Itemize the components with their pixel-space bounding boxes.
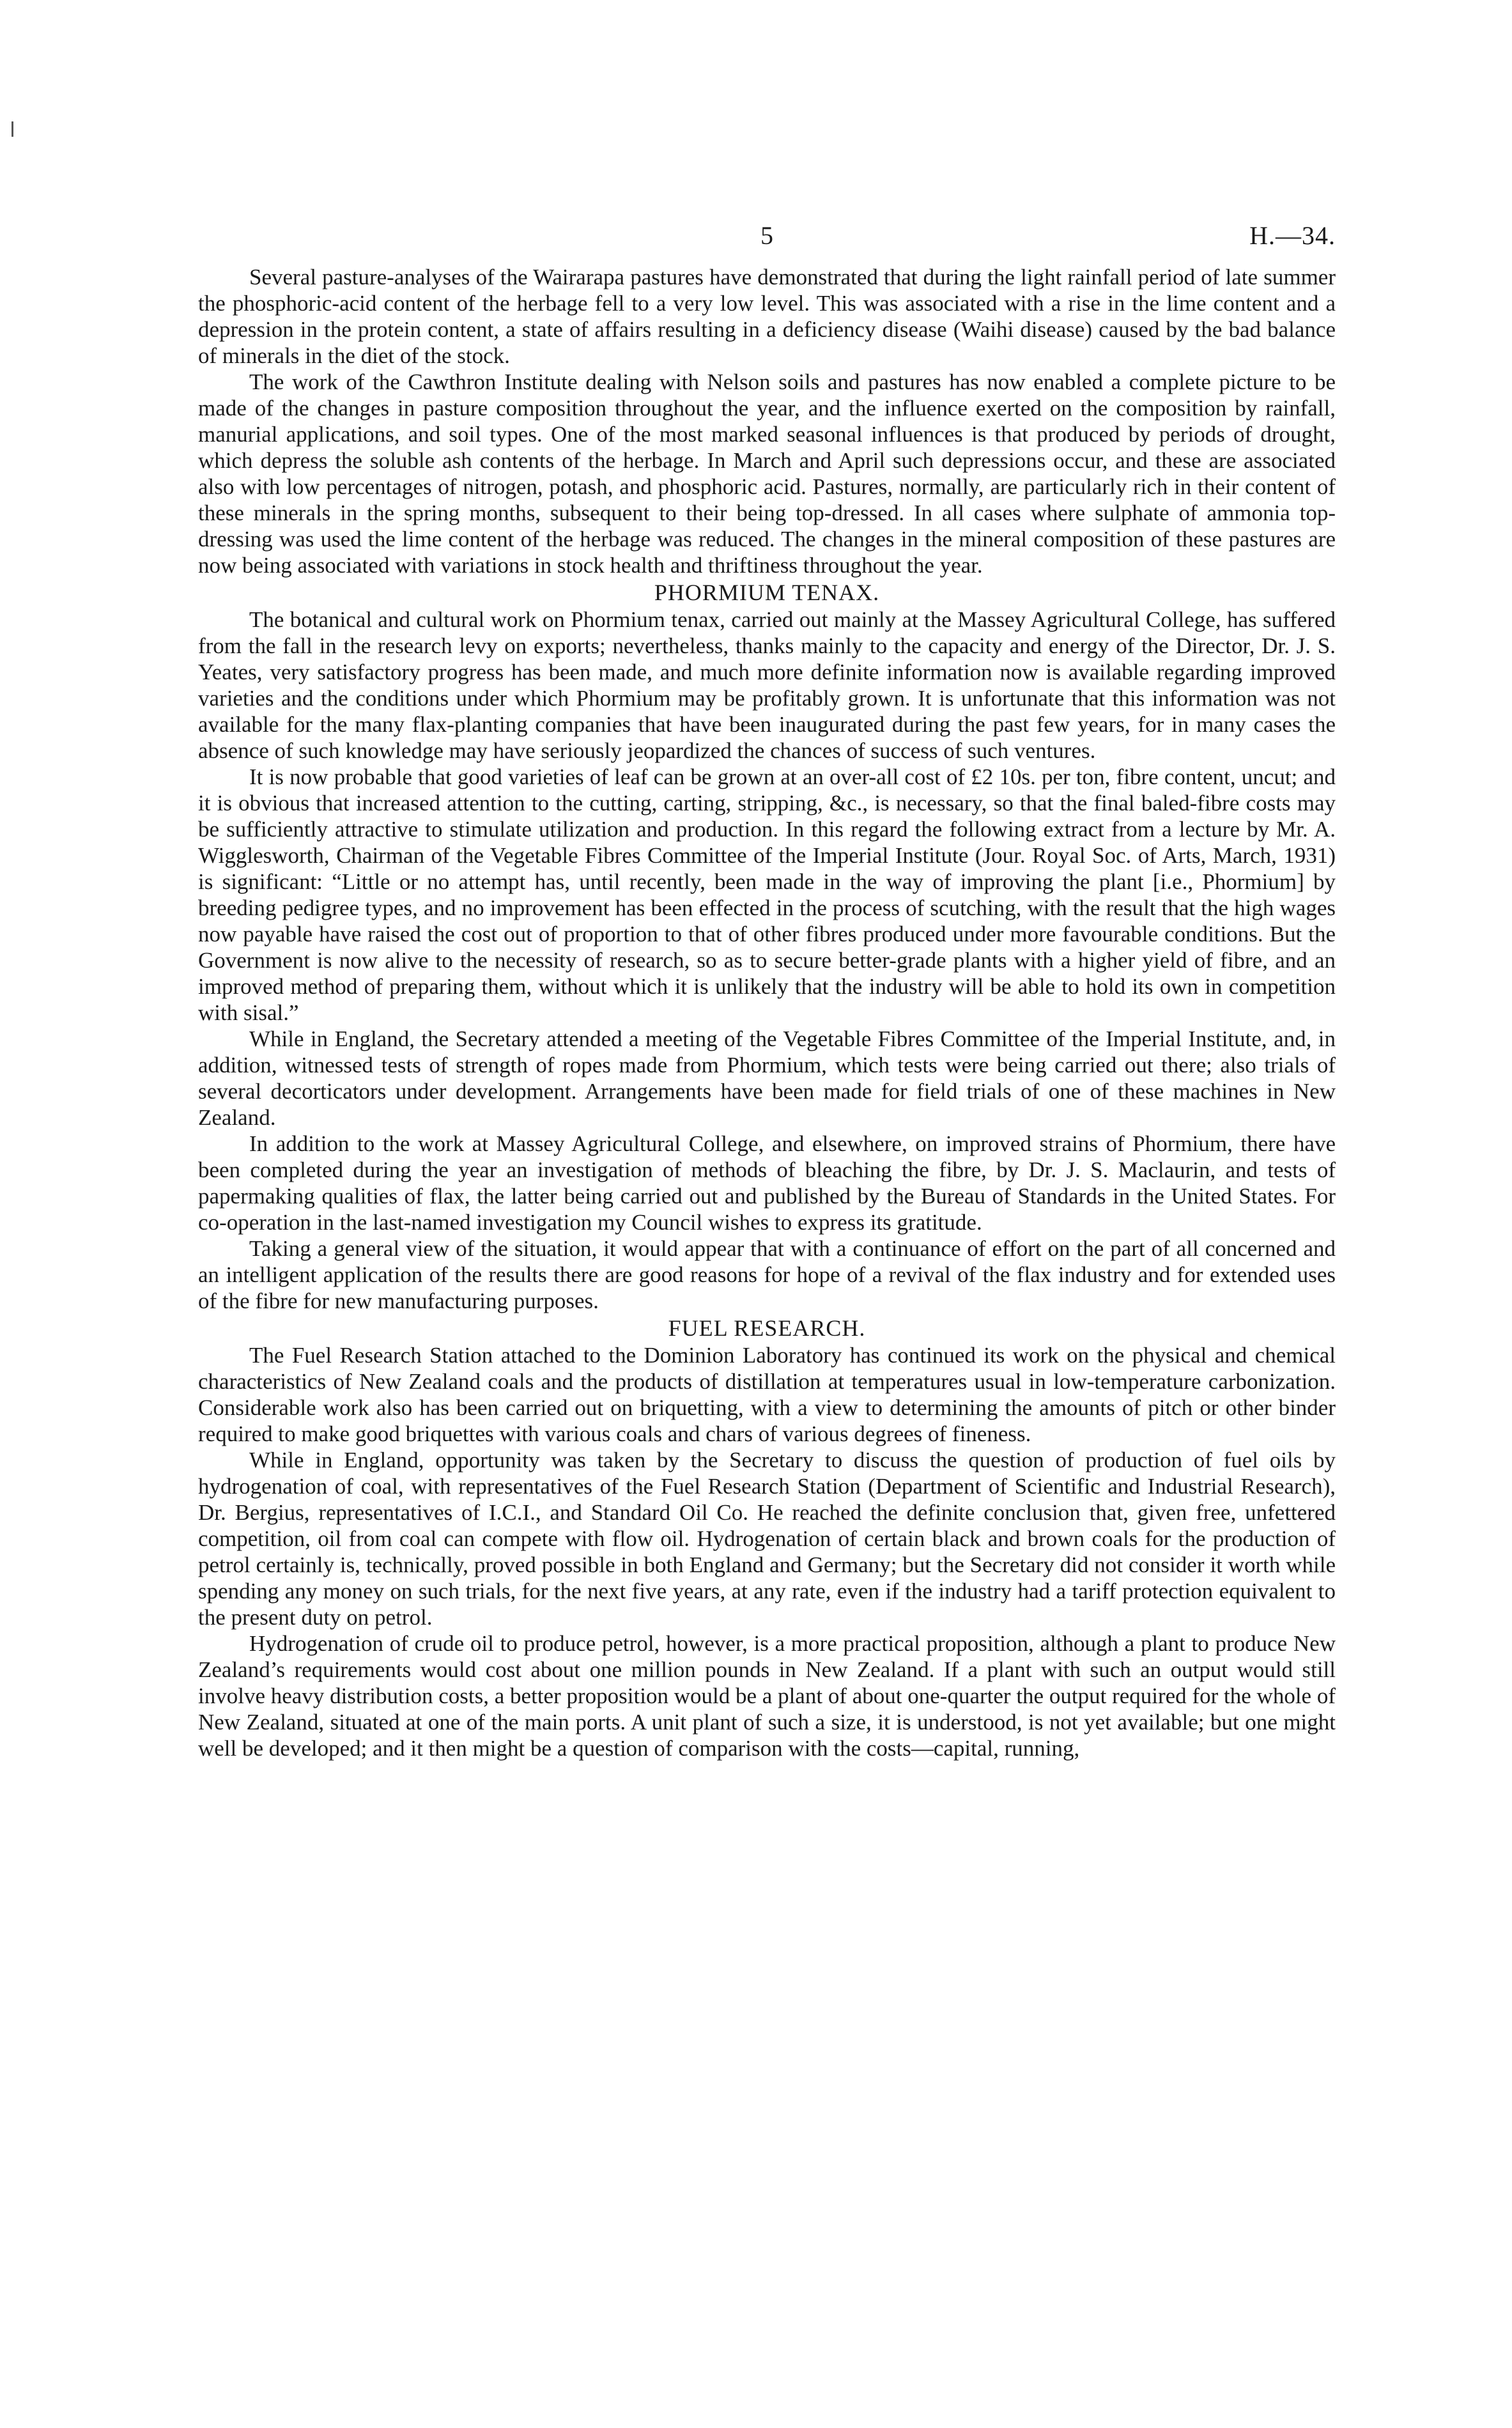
- paragraph: Hydrogenation of crude oil to produce petrol, however, is a more practical proposition, although a plant to produce New Zealand’s requirements would cost about one million pounds in New Zealand. If a plant with such an output would still involve heavy distribution costs, a better proposition would be a plant of about one-quarter the output required for the whole of New Zealand, situated at one of the main ports. A unit plant of such a size, it is understood, is not yet available; but one might well be developed; and it then might be a question of comparison with the costs—capital, running,: [198, 1631, 1336, 1761]
- intro-section: [198, 264, 1336, 578]
- paragraph: It is now probable that good varieties of leaf can be grown at an over-all cost of £2 10s. per ton, fibre content, uncut; and it is obvious that increased attention to the cutting, carting, stripping, &c., is necessary, so that the final baled-fibre costs may be sufficiently attractive to stimulate utilization and production. In this regard the following extract from a lecture by Mr. A. Wigglesworth, Chairman of the Vegetable Fibres Committee of the Imperial Institute (Jour. Royal Soc. of Arts, March, 1931) is significant: “Little or no attempt has, until recently, been made in the way of improving the plant [i.e., Phormium] by breeding pedigree types, and no improvement has been effected in the process of scutching, with the result that the high wages now payable have raised the cost out of proportion to that of other fibres produced under more favourable conditions. But the Government is now alive to the necessity of research, so as to secure better-grade plants with a higher yield of fibre, and an improved method of preparing them, without which it is unlikely that the industry will be able to hold its own in competition with sisal.”: [198, 764, 1336, 1025]
- document-page: [198, 220, 1336, 2381]
- document-reference: H.—34.: [1249, 221, 1336, 250]
- paragraph: While in England, opportunity was taken by the Secretary to discuss the question of production of fuel oils by hydrogenation of coal, with representatives of the Fuel Research Station (Department of Scientific and Industrial Research), Dr. Bergius, representatives of I.C.I., and Standard Oil Co. He reached the definite conclusion that, given free, unfettered competition, oil from coal can compete with flow oil. Hydrogenation of certain black and brown coals for the production of petrol certainly is, technically, proved possible in both England and Germany; but the Secretary did not consider it worth while spending any money on such trials, for the next five years, at any rate, even if the industry had a tariff protection equivalent to the present duty on petrol.: [198, 1448, 1336, 1630]
- paragraph: In addition to the work at Massey Agricultural College, and elsewhere, on improved strains of Phormium, there have been completed during the year an investigation of methods of bleaching the fibre, by Dr. J. S. Maclaurin, and tests of papermaking qualities of flax, the latter being carried out and published by the Bureau of Standards in the United States. For co-operation in the last-named investigation my Council wishes to express its gratitude.: [198, 1131, 1336, 1235]
- section-heading-phormium: PHORMIUM TENAX.: [654, 580, 880, 605]
- paragraph: Taking a general view of the situation, it would appear that with a continuance of effort on the part of all concerned and an intelligent application of the results there are good reasons for hope of a revival of the flax industry and for extended uses of the fibre for new manufacturing purposes.: [198, 1236, 1336, 1313]
- margin-mark: [12, 121, 13, 137]
- paragraph: While in England, the Secretary attended a meeting of the Vegetable Fibres Committee of the Imperial Institute, and, in addition, witnessed tests of strength of ropes made from Phormium, which tests were being carried out there; also trials of several decorticators under development. Arrangements have been made for field trials of one of these machines in New Zealand.: [198, 1026, 1336, 1130]
- paragraph: Several pasture-analyses of the Wairarapa pastures have demonstrated that during the light rainfall period of late summer the phosphoric-acid content of the herbage fell to a very low level. This was associated with a rise in the lime content and a depression in the protein content, a state of affairs resulting in a deficiency disease (Waihi disease) caused by the bad balance of minerals in the diet of the stock.: [198, 265, 1336, 368]
- paragraph: The Fuel Research Station attached to the Dominion Laboratory has continued its work on the physical and chemical characteristics of New Zealand coals and the products of distillation at temperatures usual in low-temperature carbonization. Considerable work also has been carried out on briquetting, with a view to determining the amounts of pitch or other binder required to make good briquettes with various coals and chars of various degrees of fineness.: [198, 1343, 1336, 1446]
- paragraph: The work of the Cawthron Institute dealing with Nelson soils and pastures has now enabled a complete picture to be made of the changes in pasture composition throughout the year, and the influence exerted on the composition by rainfall, manurial applications, and soil types. One of the most marked seasonal influences is that produced by periods of drought, which depress the soluble ash contents of the herbage. In March and April such depressions occur, and these are associated also with low percentages of nitrogen, potash, and phosphoric acid. Pastures, normally, are particularly rich in their content of these minerals in the spring months, subsequent to their being top-dressed. In all cases where sulphate of ammonia top-dressing was used the lime content of the herbage was reduced. The changes in the mineral composition of these pastures are now being associated with variations in stock health and thriftiness throughout the year.: [198, 369, 1336, 578]
- fuel-research-section: [198, 1342, 1336, 1761]
- paragraph: The botanical and cultural work on Phormium tenax, carried out mainly at the Massey Agricultural College, has suffered from the fall in the research levy on exports; nevertheless, thanks mainly to the capacity and energy of the Director, Dr. J. S. Yeates, very satisfactory progress has been made, and much more definite information now is available regarding improved varieties and the conditions under which Phormium may be profitably grown. It is unfortunate that this information was not available for the many flax-planting companies that have been inaugurated during the past few years, for in many cases the absence of such knowledge may have seriously jeopardized the chances of success of such ventures.: [198, 607, 1336, 763]
- section-heading-fuel-research: FUEL RESEARCH.: [668, 1315, 866, 1341]
- running-head: [198, 220, 1336, 259]
- page-number: 5: [760, 221, 773, 250]
- phormium-section: [198, 607, 1336, 1314]
